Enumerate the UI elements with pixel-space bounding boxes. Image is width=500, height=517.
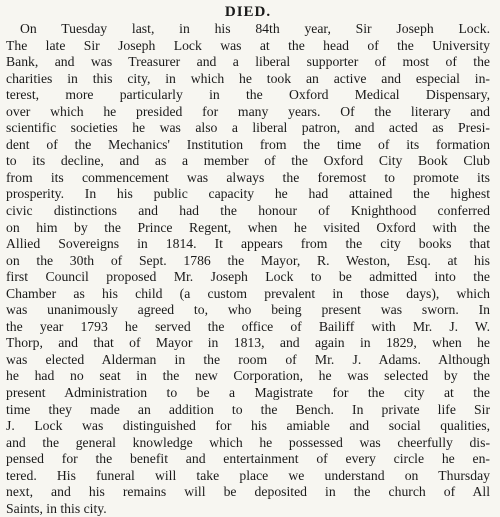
- text-line: and the general knowledge which he possessed was cheerfully dis-: [6, 434, 490, 450]
- text-line: prosperity. In his public capacity he had attained the highest: [6, 186, 490, 202]
- text-line: On Tuesday last, in his 84th year, Sir Joseph Lock.: [20, 21, 490, 36]
- text-line: Chamber as his child (a custom prevalent in those days), which: [6, 285, 490, 301]
- notice-heading: DIED.: [224, 4, 272, 20]
- text-line: terest, more particularly in the Oxford Medical Dispensary,: [6, 87, 490, 103]
- text-line: he had no seat in the new Corporation, he was selected by the: [6, 368, 490, 384]
- text-line: scientific societies he was also a liberal patron, and acted as Presi-: [6, 120, 490, 136]
- text-line: charities in this city, in which he took an active and especial in-: [6, 70, 490, 86]
- text-line: tered. His funeral will take place we understand on Thursday: [6, 467, 490, 483]
- text-line: was elected Alderman in the room of Mr. J. Adams. Although: [6, 351, 490, 367]
- text-line: was unanimously agreed to, who being present was sworn. In: [6, 302, 490, 318]
- text-line: The late Sir Joseph Lock was at the head of the University: [6, 37, 490, 53]
- text-line: over which he presided for many years. Of the literary and: [6, 103, 490, 119]
- text-line: on him by the Prince Regent, when he visited Oxford with the: [6, 219, 490, 235]
- text-line: on the 30th of Sept. 1786 the Mayor, R. Weston, Esq. at his: [6, 252, 490, 268]
- text-line: dent of the Mechanics' Institution from the time of its formation: [6, 136, 490, 152]
- text-line: Saints, in this city.: [6, 500, 107, 516]
- text-line: pensed for the benefit and entertainment of every circle he en-: [6, 451, 490, 467]
- text-line: Allied Sovereigns in 1814. It appears from the city books that: [6, 236, 490, 252]
- text-line: Bank, and was Treasurer and a liberal supporter of most of the: [6, 54, 490, 70]
- text-line: Thorp, and that of Mayor in 1813, and again in 1829, when he: [6, 335, 490, 351]
- text-line: first Council proposed Mr. Joseph Lock to be admitted into the: [6, 269, 490, 285]
- text-line: from its commencement was always the foremost to promote its: [6, 169, 490, 185]
- text-line: next, and his remains will be deposited in the church of All: [6, 484, 490, 500]
- text-line: present Administration to be a Magistrate for the city at the: [6, 385, 490, 401]
- text-line: time they made an addition to the Bench. In private life Sir: [6, 401, 490, 417]
- text-line: civic distinctions and had the honour of Knighthood conferred: [6, 203, 490, 219]
- text-line: J. Lock was distinguished for his amiable and social qualities,: [6, 418, 490, 434]
- obituary-text: [6, 21, 490, 517]
- text-line: to its decline, and as a member of the Oxford City Book Club: [6, 153, 490, 169]
- text-line: the year 1793 he served the office of Bailiff with Mr. J. W.: [6, 318, 490, 334]
